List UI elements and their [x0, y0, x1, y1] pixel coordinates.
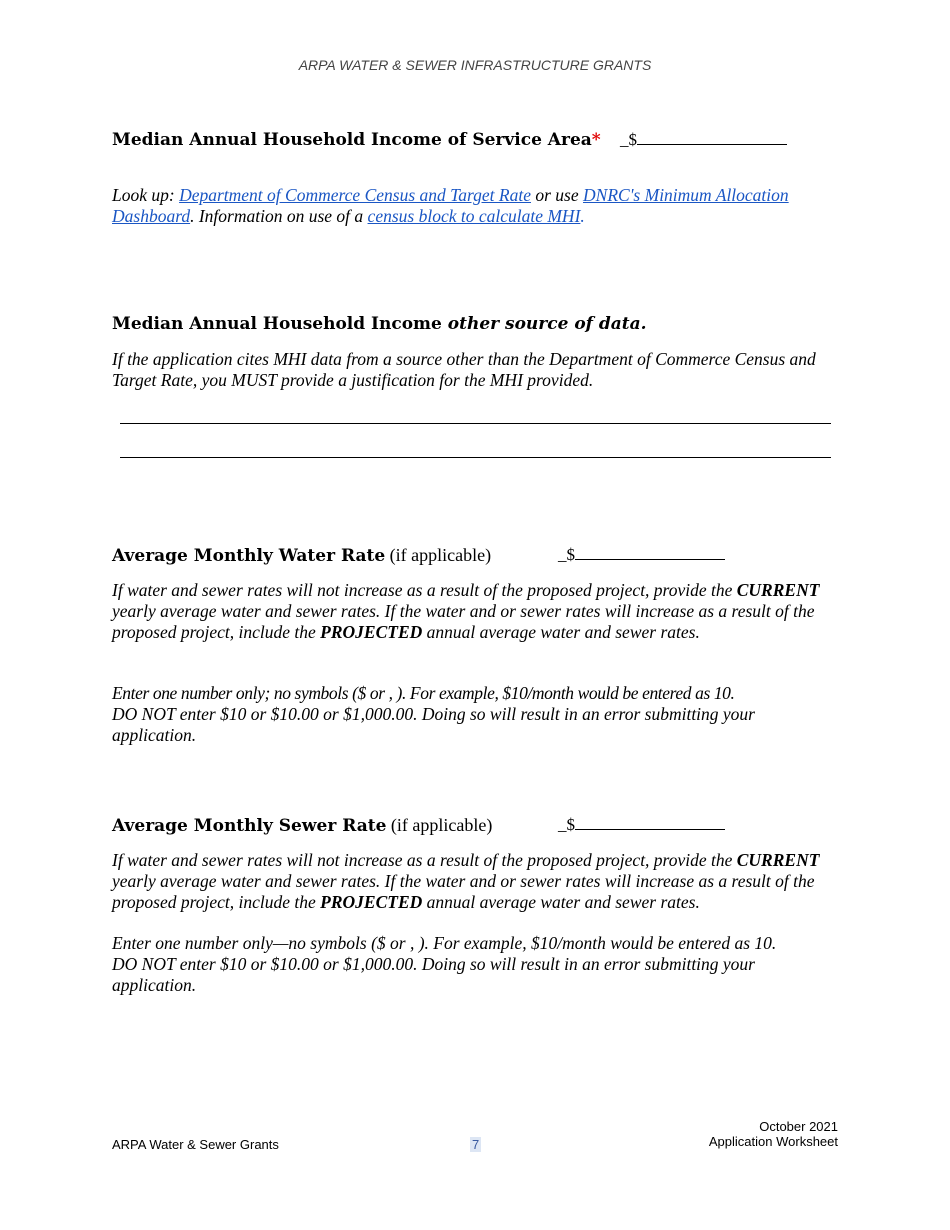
sewer-blank-line[interactable] — [575, 815, 725, 830]
census-block-link[interactable]: census block to calculate MHI — [367, 206, 581, 226]
mhi-blank-line[interactable] — [637, 130, 787, 145]
mhi-other-label: Median Annual Household Income — [112, 314, 448, 334]
water-p1-a: If water and sewer rates will not increase as a result of the proposed project, provide the — [112, 580, 737, 600]
water-heading — [112, 545, 491, 566]
water-projected: PROJECTED — [320, 622, 423, 642]
lookup-prefix: Look up: — [112, 185, 180, 205]
sewer-p1-b: yearly average water and sewer rates. If the water and or sewer rates will increase as a result of the proposed project, include the — [112, 871, 815, 912]
page-number — [470, 1137, 481, 1152]
water-dollar-prefix: _$ — [558, 545, 575, 564]
sewer-label: Average Monthly Sewer Rate — [112, 816, 387, 836]
mhi-other-instruction: If the application cites MHI data from a source other than the Department of Commerce Census and Target Rate, you MUST provide a justification for the MHI provided. — [112, 349, 816, 390]
water-format-note — [112, 683, 842, 746]
lookup-middle: or use — [531, 185, 584, 205]
water-blank-line[interactable] — [575, 545, 725, 560]
water-p1-b: yearly average water and sewer rates. If the water and or sewer rates will increase as a result of the proposed project, include the — [112, 601, 815, 642]
lookup-middle-2: . Information on use of a — [190, 206, 368, 226]
required-asterisk: * — [591, 130, 601, 150]
mhi-other-label-italic: other source of data. — [447, 314, 647, 334]
water-format-line-2: DO NOT enter $10 or $10.00 or $1,000.00. Doing so will result in an error submitting your application. — [112, 704, 755, 745]
footer-date: October 2021 — [759, 1119, 838, 1134]
sewer-instruction — [112, 850, 852, 913]
mhi-other-heading — [112, 314, 647, 334]
sewer-heading — [112, 815, 492, 836]
sewer-format-line-2: DO NOT enter $10 or $10.00 or $1,000.00. Doing so will result in an error submitting your application. — [112, 954, 755, 995]
sewer-format-note — [112, 933, 842, 996]
census-target-rate-link[interactable]: Department of Commerce Census and Target Rate — [179, 185, 531, 205]
sewer-dollar-prefix: _$ — [558, 815, 575, 834]
sewer-p1-a: If water and sewer rates will not increase as a result of the proposed project, provide the — [112, 850, 737, 870]
lookup-end: . — [580, 206, 585, 226]
sewer-suffix: (if applicable) — [386, 815, 493, 835]
water-p1-c: annual average water and sewer rates. — [422, 622, 700, 642]
mhi-input[interactable] — [620, 130, 787, 150]
justification-line-1[interactable] — [120, 423, 831, 424]
water-instruction — [112, 580, 842, 643]
sewer-p1-c: annual average water and sewer rates. — [422, 892, 700, 912]
mhi-dollar-prefix: _$ — [620, 130, 637, 149]
water-suffix: (if applicable) — [385, 545, 492, 565]
water-format-line-1: Enter one number only; no symbols ($ or , ). For example, $10/month would be entered as 10. — [112, 683, 735, 703]
sewer-current: CURRENT — [736, 850, 820, 870]
mhi-heading — [112, 130, 601, 150]
water-current: CURRENT — [736, 580, 820, 600]
footer-doc-name: Application Worksheet — [708, 1134, 838, 1149]
dnrc-dashboard-link[interactable]: DNRC's Minimum Allocation Dashboard — [112, 185, 789, 226]
water-label: Average Monthly Water Rate — [112, 546, 386, 566]
justification-line-2[interactable] — [120, 457, 831, 458]
page-number-value: 7 — [472, 1137, 480, 1152]
footer-left: ARPA Water & Sewer Grants — [112, 1137, 279, 1152]
sewer-input[interactable] — [558, 815, 725, 835]
sewer-projected: PROJECTED — [320, 892, 423, 912]
footer-right — [709, 1119, 838, 1149]
mhi-lookup-text — [112, 185, 842, 227]
sewer-format-line-1: Enter one number only—no symbols ($ or , ). For example, $10/month would be entered as 10. — [112, 933, 777, 953]
running-header: ARPA WATER & SEWER INFRASTRUCTURE GRANTS — [298, 57, 652, 73]
mhi-label: Median Annual Household Income of Service Area — [112, 130, 592, 150]
water-input[interactable] — [558, 545, 725, 565]
